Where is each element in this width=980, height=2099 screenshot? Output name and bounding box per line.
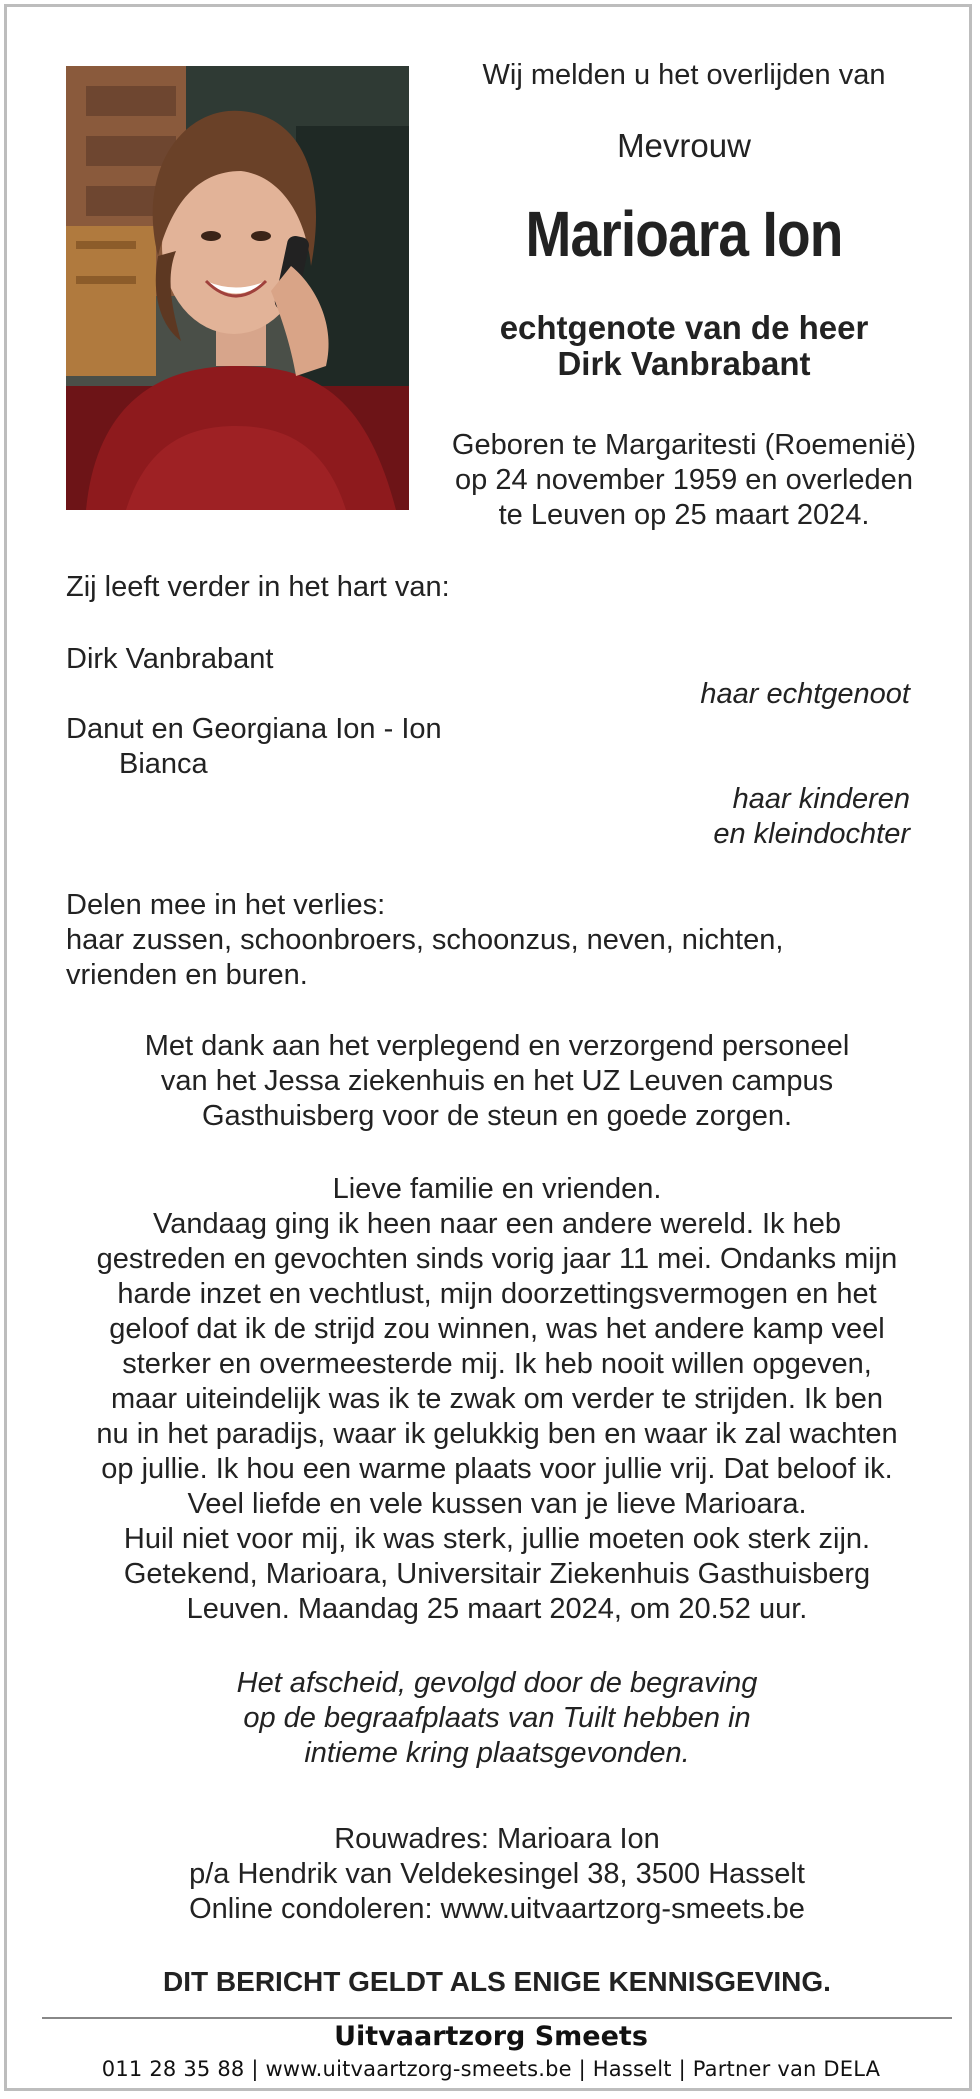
letter-line: gestreden en gevochten sinds vorig jaar 11 mei. Ondanks mijn [96, 1243, 898, 1275]
family-grandchild: Bianca [119, 748, 208, 780]
footer-divider [42, 2017, 952, 2019]
letter-block [66, 1172, 928, 1627]
loss-block [66, 888, 783, 993]
farewell-block [66, 1666, 928, 1771]
portrait-photo [66, 66, 409, 510]
letter-line: Getekend, Marioara, Universitair Ziekenhuis Gasthuisberg [123, 1558, 871, 1590]
letter-line: nu in het paradijs, waar ik gelukkig ben en waar ik zal wachten [96, 1418, 898, 1450]
contact-line: p/a Hendrik van Veldekesingel 38, 3500 Hasselt [189, 1858, 805, 1890]
loss-line: vrienden en buren. [66, 959, 308, 991]
farewell-line: op de begraafplaats van Tuilt hebben in [243, 1702, 751, 1734]
honorific: Mevrouw [617, 127, 751, 164]
letter-line: Lieve familie en vrienden. [332, 1173, 662, 1205]
thanks-line: Met dank aan het verplegend en verzorgend personeel [144, 1030, 850, 1062]
notice-text: DIT BERICHT GELDT ALS ENIGE KENNISGEVING. [163, 1966, 831, 1997]
spouse-line: echtgenote van de heer [499, 309, 869, 346]
obituary-card [4, 4, 972, 2091]
letter-line: harde inzet en vechtlust, mijn doorzettingsvermogen en het [117, 1278, 877, 1310]
letter-line: Huil niet voor mij, ik was sterk, jullie moeten ook sterk zijn. [123, 1523, 871, 1555]
thanks-block [66, 1029, 928, 1134]
birth-death-info [422, 428, 946, 533]
loss-line: haar zussen, schoonbroers, schoonzus, neven, nichten, [66, 924, 784, 956]
contact-block [66, 1822, 928, 1927]
spouse-block [422, 310, 946, 382]
role-line: en kleindochter [713, 818, 910, 850]
intro-text: Wij melden u het overlijden van [482, 59, 886, 91]
born-line: op 24 november 1959 en overleden [455, 464, 913, 496]
letter-line: Veel liefde en vele kussen van je lieve Marioara. [187, 1488, 807, 1520]
thanks-line: Gasthuisberg voor de steun en goede zorgen. [201, 1100, 793, 1132]
role-line: haar kinderen [732, 783, 910, 815]
farewell-line: intieme kring plaatsgevonden. [304, 1737, 690, 1769]
letter-line: op jullie. Ik hou een warme plaats voor jullie vrij. Dat beloof ik. [101, 1453, 893, 1485]
family-children: Danut en Georgiana Ion - Ion [66, 713, 442, 745]
family-spouse-role: haar echtgenoot [700, 678, 910, 710]
deceased-name: Marioara Ion [525, 198, 843, 270]
letter-line: geloof dat ik de strijd zou winnen, was het andere kamp veel [109, 1313, 885, 1345]
letter-line: sterker en overmeesterde mij. Ik heb nooit willen opgeven, [122, 1348, 872, 1380]
farewell-line: Het afscheid, gevolgd door de begraving [236, 1667, 758, 1699]
born-line: Geboren te Margaritesti (Roemenië) [451, 429, 917, 461]
letter-line: maar uiteindelijk was ik te zwak om verder te strijden. Ik ben [110, 1383, 884, 1415]
family-spouse-name: Dirk Vanbrabant [66, 643, 274, 675]
family-intro: Zij leeft verder in het hart van: [66, 571, 450, 603]
letter-line: Leuven. Maandag 25 maart 2024, om 20.52 uur. [186, 1593, 808, 1625]
funeral-home-details: 011 28 35 88 | www.uitvaartzorg-smeets.be | Hasselt | Partner van DELA [101, 2057, 881, 2081]
thanks-line: van het Jessa ziekenhuis en het UZ Leuven campus [160, 1065, 834, 1097]
funeral-home-name: Uitvaartzorg Smeets [334, 2021, 648, 2052]
contact-line: Online condoleren: www.uitvaartzorg-smeets.be [189, 1893, 805, 1925]
contact-line: Rouwadres: Marioara Ion [334, 1823, 660, 1855]
loss-line: Delen mee in het verlies: [66, 889, 386, 921]
spouse-name: Dirk Vanbrabant [557, 345, 811, 382]
family-children-role [713, 782, 910, 852]
born-line: te Leuven op 25 maart 2024. [498, 499, 870, 531]
letter-line: Vandaag ging ik heen naar een andere wereld. Ik heb [153, 1208, 841, 1240]
